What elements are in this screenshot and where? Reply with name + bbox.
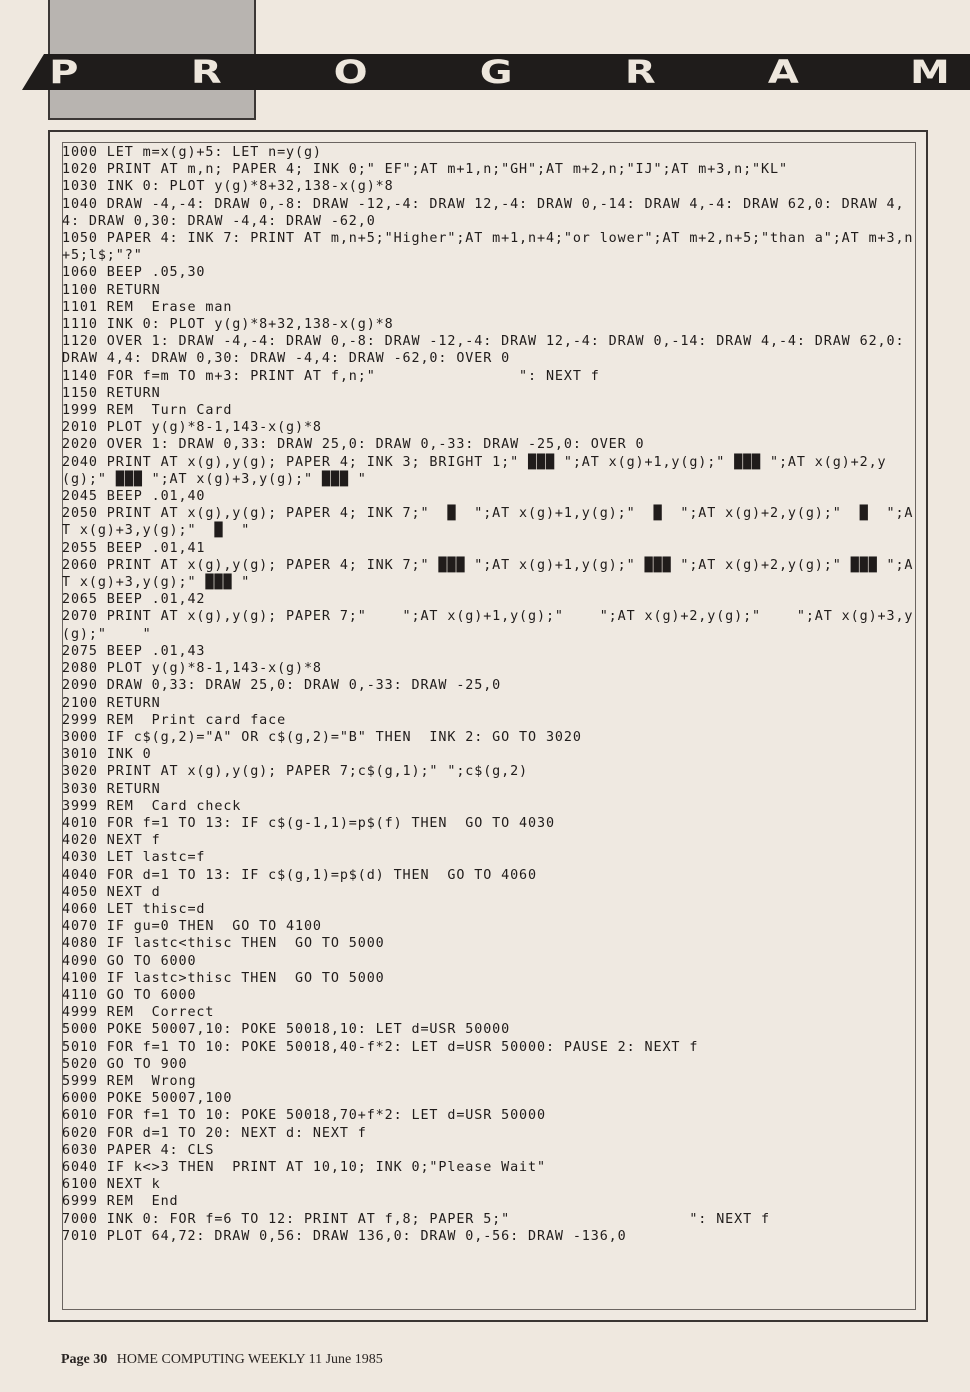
publication-info: HOME COMPUTING WEEKLY 11 June 1985 <box>116 1352 383 1367</box>
code-line: 4040 FOR d=1 TO 13: IF c$(g,1)=p$(d) THEN GO TO 4060 <box>62 867 537 883</box>
banner-letter: G <box>479 53 513 91</box>
code-line: 6040 IF k<>3 THEN PRINT AT 10,10; INK 0;"Please Wait" <box>62 1159 546 1175</box>
code-line: 1040 DRAW -4,-4: DRAW 0,-8: DRAW -12,-4: DRAW 12,-4: DRAW 0,-14: DRAW 4,-4: DRAW 62,0: DRAW 4,4: DRAW 0,30: DRAW -4,4: DRAW -62,0 <box>62 196 905 229</box>
code-line: 1140 FOR f=m TO m+3: PRINT AT f,n;" ": NEXT f <box>62 368 600 384</box>
code-line: 2050 PRINT AT x(g),y(g); PAPER 4; INK 7;" █ ";AT x(g)+1,y(g);" █ ";AT x(g)+2,y(g);" █ ";AT x(g)+3,y(g);" █ " <box>62 506 914 539</box>
code-line: 1120 OVER 1: DRAW -4,-4: DRAW 0,-8: DRAW -12,-4: DRAW 12,-4: DRAW 0,-14: DRAW 4,-4: DRAW 62,0: DRAW 4,4: DRAW 0,30: DRAW -4,4: DRAW -62,0: OVER 0 <box>62 334 914 367</box>
code-line: 2055 BEEP .01,41 <box>62 540 206 556</box>
banner-letter: A <box>767 53 799 91</box>
code-line: 2020 OVER 1: DRAW 0,33: DRAW 25,0: DRAW 0,-33: DRAW -25,0: OVER 0 <box>62 437 645 453</box>
banner-letter: M <box>910 53 950 91</box>
code-line: 4090 GO TO 6000 <box>62 953 197 969</box>
code-line: 1150 RETURN <box>62 385 161 401</box>
banner-letter: R <box>190 53 222 91</box>
code-line: 3000 IF c$(g,2)="A" OR c$(g,2)="B" THEN INK 2: GO TO 3020 <box>62 729 582 745</box>
code-line: 1100 RETURN <box>62 282 161 298</box>
code-line: 2075 BEEP .01,43 <box>62 643 206 659</box>
code-line: 4050 NEXT d <box>62 884 161 900</box>
page-footer <box>61 1352 383 1368</box>
program-listing <box>62 144 918 1245</box>
code-line: 4070 IF gu=0 THEN GO TO 4100 <box>62 919 322 935</box>
code-line: 3999 REM Card check <box>62 798 242 814</box>
code-line: 1030 INK 0: PLOT y(g)*8+32,138-x(g)*8 <box>62 179 394 195</box>
banner-letter: O <box>333 53 368 91</box>
code-line: 4020 NEXT f <box>62 833 161 849</box>
code-line: 6000 POKE 50007,100 <box>62 1091 233 1107</box>
code-line: 2045 BEEP .01,40 <box>62 489 206 505</box>
code-line: 1050 PAPER 4: INK 7: PRINT AT m,n+5;"Higher";AT m+1,n+4;"or lower";AT m+2,n+5;"than a";AT m+3,n+5;l$;"?" <box>62 231 914 264</box>
code-line: 4030 LET lastc=f <box>62 850 206 866</box>
code-line: 5010 FOR f=1 TO 10: POKE 50018,40-f*2: LET d=USR 50000: PAUSE 2: NEXT f <box>62 1039 699 1055</box>
code-line: 4100 IF lastc>thisc THEN GO TO 5000 <box>62 970 385 986</box>
code-line: 5020 GO TO 900 <box>62 1056 188 1072</box>
page-number: Page 30 <box>61 1352 108 1367</box>
code-line: 2100 RETURN <box>62 695 161 711</box>
code-line: 2040 PRINT AT x(g),y(g); PAPER 4; INK 3; BRIGHT 1;" ███ ";AT x(g)+1,y(g);" ███ ";AT x(g)+2,y(g);" ███ ";AT x(g)+3,y(g);" ███ " <box>62 454 887 487</box>
code-line: 4060 LET thisc=d <box>62 901 206 917</box>
code-line: 1000 LET m=x(g)+5: LET n=y(g) <box>62 145 322 160</box>
code-line: 2999 REM Print card face <box>62 712 287 728</box>
program-banner-title <box>22 54 970 90</box>
code-line: 6010 FOR f=1 TO 10: POKE 50018,70+f*2: LET d=USR 50000 <box>62 1108 546 1124</box>
code-line: 2070 PRINT AT x(g),y(g); PAPER 7;" ";AT x(g)+1,y(g);" ";AT x(g)+2,y(g);" ";AT x(g)+3,y(g);" " <box>62 609 914 642</box>
code-line: 2010 PLOT y(g)*8-1,143-x(g)*8 <box>62 420 322 436</box>
code-line: 4010 FOR f=1 TO 13: IF c$(g-1,1)=p$(f) THEN GO TO 4030 <box>62 815 555 831</box>
code-line: 1999 REM Turn Card <box>62 403 233 419</box>
code-line: 1101 REM Erase man <box>62 299 233 315</box>
code-line: 2090 DRAW 0,33: DRAW 25,0: DRAW 0,-33: DRAW -25,0 <box>62 678 502 694</box>
code-line: 6100 NEXT k <box>62 1177 161 1193</box>
code-line: 6020 FOR d=1 TO 20: NEXT d: NEXT f <box>62 1125 367 1141</box>
code-line: 7010 PLOT 64,72: DRAW 0,56: DRAW 136,0: DRAW 0,-56: DRAW -136,0 <box>62 1228 627 1244</box>
code-line: 3020 PRINT AT x(g),y(g); PAPER 7;c$(g,1);" ";c$(g,2) <box>62 764 529 780</box>
code-line: 1060 BEEP .05,30 <box>62 265 206 281</box>
code-line: 2060 PRINT AT x(g),y(g); PAPER 4; INK 7;" ███ ";AT x(g)+1,y(g);" ███ ";AT x(g)+2,y(g);" ███ ";AT x(g)+3,y(g);" ███ " <box>62 557 914 591</box>
code-line: 4080 IF lastc<thisc THEN GO TO 5000 <box>62 936 385 952</box>
code-line: 6030 PAPER 4: CLS <box>62 1142 215 1158</box>
banner-letter: P <box>49 53 79 91</box>
code-line: 1110 INK 0: PLOT y(g)*8+32,138-x(g)*8 <box>62 317 394 333</box>
banner-letter: R <box>624 53 656 91</box>
code-line: 2065 BEEP .01,42 <box>62 592 206 608</box>
code-line: 4999 REM Correct <box>62 1005 215 1021</box>
code-line: 7000 INK 0: FOR f=6 TO 12: PRINT AT f,8; PAPER 5;" ": NEXT f <box>62 1211 770 1227</box>
code-line: 5999 REM Wrong <box>62 1073 197 1089</box>
code-line: 1020 PRINT AT m,n; PAPER 4; INK 0;" EF";AT m+1,n;"GH";AT m+2,n;"IJ";AT m+3,n;"KL" <box>62 162 788 178</box>
code-line: 5000 POKE 50007,10: POKE 50018,10: LET d=USR 50000 <box>62 1022 511 1038</box>
code-line: 6999 REM End <box>62 1194 179 1210</box>
code-line: 3030 RETURN <box>62 781 161 797</box>
code-line: 2080 PLOT y(g)*8-1,143-x(g)*8 <box>62 661 322 677</box>
code-line: 4110 GO TO 6000 <box>62 987 197 1003</box>
code-line: 3010 INK 0 <box>62 747 152 763</box>
